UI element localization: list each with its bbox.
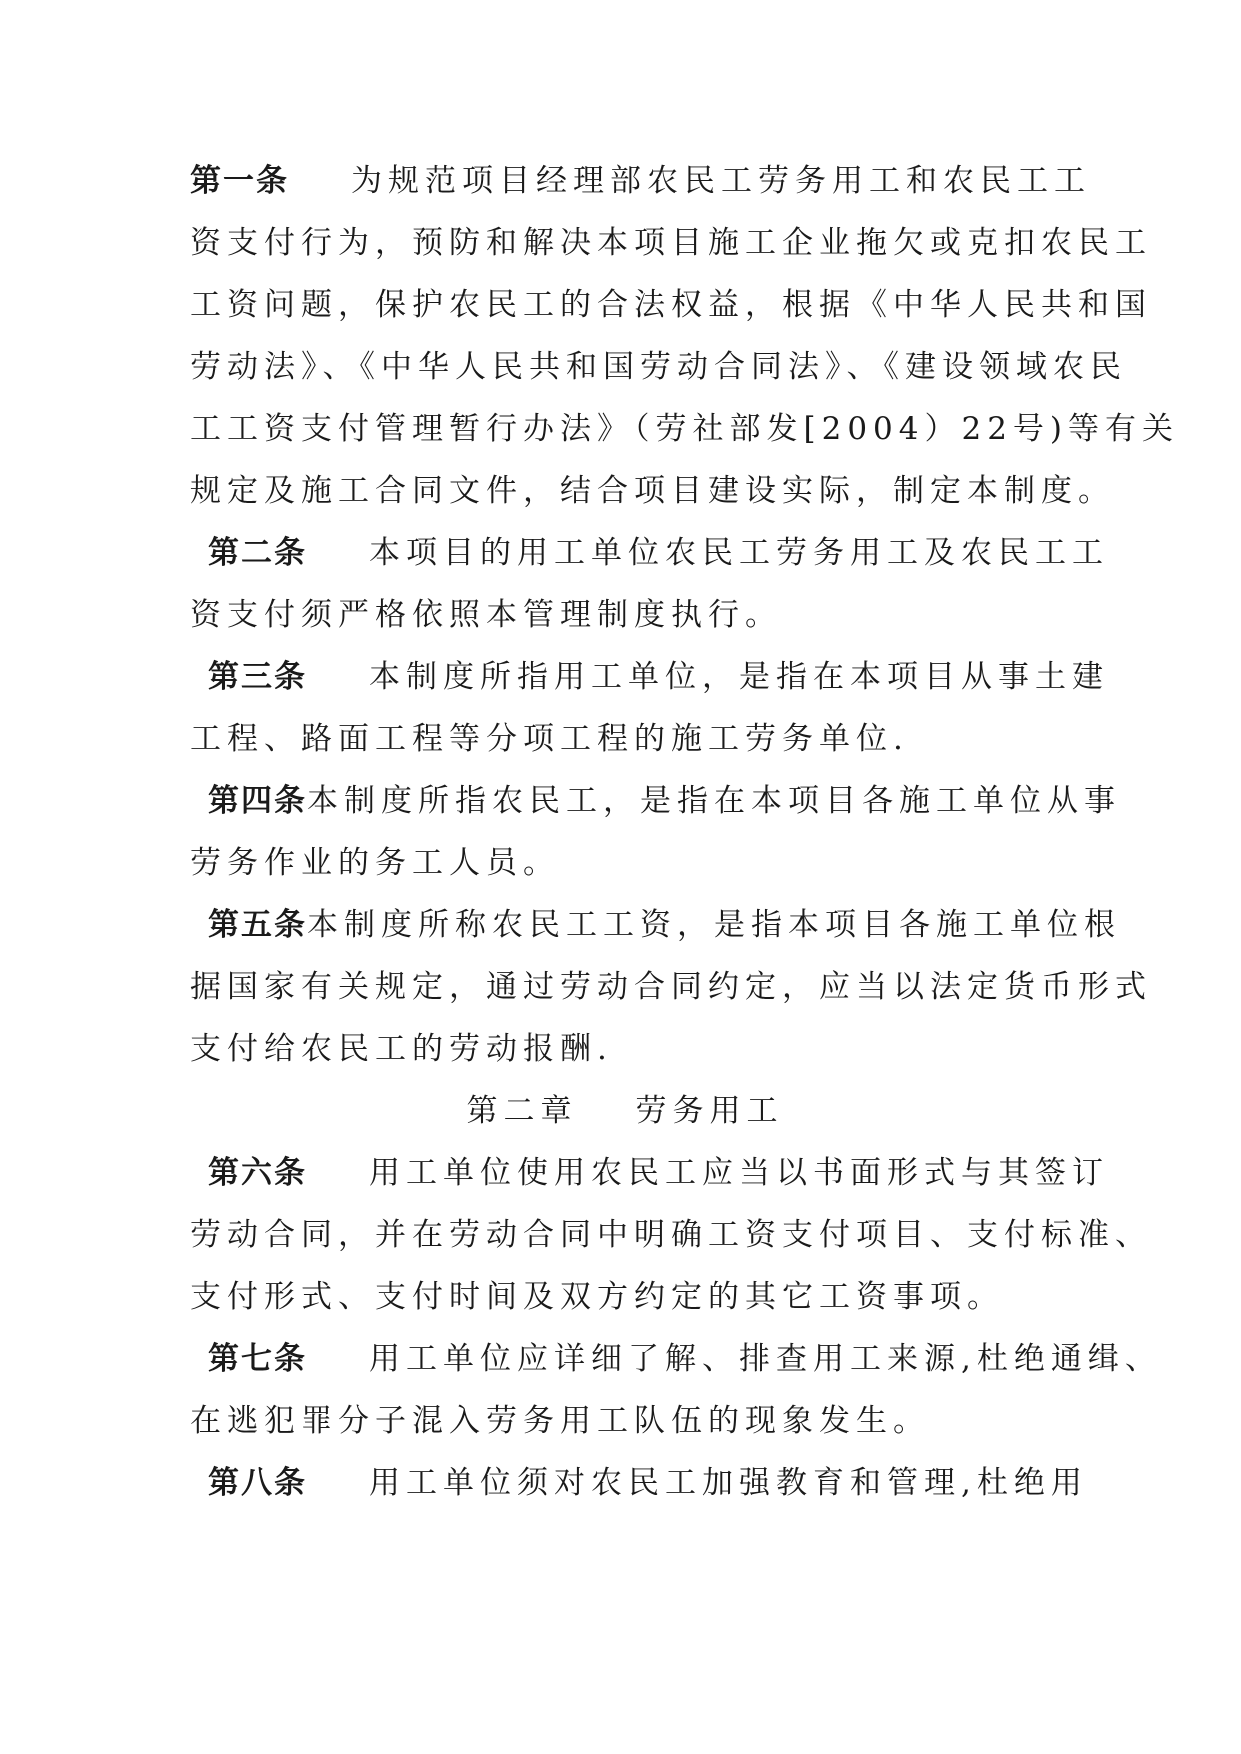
article-8-text: 用工单位须对农民工加强教育和管理,杜绝用	[369, 1465, 1088, 1501]
article-2-line-1	[190, 522, 1109, 584]
article-7-line-2: 在逃犯罪分子混入劳务用工队伍的现象发生。	[190, 1403, 930, 1439]
article-5-line-2: 据国家有关规定，通过劳动合同约定，应当以法定货币形式	[190, 969, 1152, 1005]
article-5-line-3: 支付给农民工的劳动报酬.	[190, 1031, 613, 1067]
article-3-head: 第三条	[208, 659, 307, 695]
article-7-head: 第七条	[208, 1341, 307, 1377]
article-6-head: 第六条	[208, 1155, 307, 1191]
article-2-line-2: 资支付须严格依照本管理制度执行。	[190, 597, 782, 633]
article-7-text: 用工单位应详细了解、排查用工来源,杜绝通缉、	[369, 1341, 1162, 1377]
article-1-text: 为规范项目经理部农民工劳务用工和农民工工	[351, 163, 1091, 199]
article-1-line-1	[190, 150, 1091, 212]
article-5-text: 本制度所称农民工工资，是指本项目各施工单位根	[307, 907, 1121, 943]
article-1-line-4: 劳动法》、《中华人民共和国劳动合同法》、《建设领域农民	[190, 349, 1127, 385]
article-8-head: 第八条	[208, 1465, 307, 1501]
article-1-line-5: 工工资支付管理暂行办法》（劳社部发[2004）22号)等有关	[190, 411, 1180, 447]
article-5-head: 第五条	[208, 907, 307, 943]
article-6-line-3: 支付形式、支付时间及双方约定的其它工资事项。	[190, 1279, 1004, 1315]
article-1-line-6: 规定及施工合同文件，结合项目建设实际，制定本制度。	[190, 473, 1115, 509]
article-1-head: 第一条	[190, 163, 289, 199]
article-6-line-1	[190, 1142, 1109, 1204]
article-2-head: 第二条	[208, 535, 307, 571]
article-4-text: 本制度所指农民工，是指在本项目各施工单位从事	[307, 783, 1121, 819]
article-6-text: 用工单位使用农民工应当以书面形式与其签订	[369, 1155, 1109, 1191]
document-page	[190, 150, 1180, 1514]
chapter-heading	[190, 1080, 1060, 1142]
article-8-line-1	[190, 1452, 1088, 1514]
article-5-line-1	[190, 894, 1121, 956]
article-3-line-1	[190, 646, 1109, 708]
chapter-title: 劳务用工	[635, 1093, 784, 1129]
article-3-line-2: 工程、路面工程等分项工程的施工劳务单位.	[190, 721, 909, 757]
article-4-line-2: 劳务作业的务工人员。	[190, 845, 560, 881]
article-4-head: 第四条	[208, 783, 307, 819]
article-7-line-1	[190, 1328, 1162, 1390]
article-6-line-2: 劳动合同，并在劳动合同中明确工资支付项目、支付标准、	[190, 1217, 1152, 1253]
article-3-text: 本制度所指用工单位，是指在本项目从事土建	[369, 659, 1109, 695]
article-1-line-3: 工资问题，保护农民工的合法权益，根据《中华人民共和国	[190, 287, 1152, 323]
article-2-text: 本项目的用工单位农民工劳务用工及农民工工	[369, 535, 1109, 571]
chapter-number: 第二章	[466, 1093, 578, 1129]
article-4-line-1	[190, 770, 1121, 832]
article-1-line-2: 资支付行为，预防和解决本项目施工企业拖欠或克扣农民工	[190, 225, 1152, 261]
